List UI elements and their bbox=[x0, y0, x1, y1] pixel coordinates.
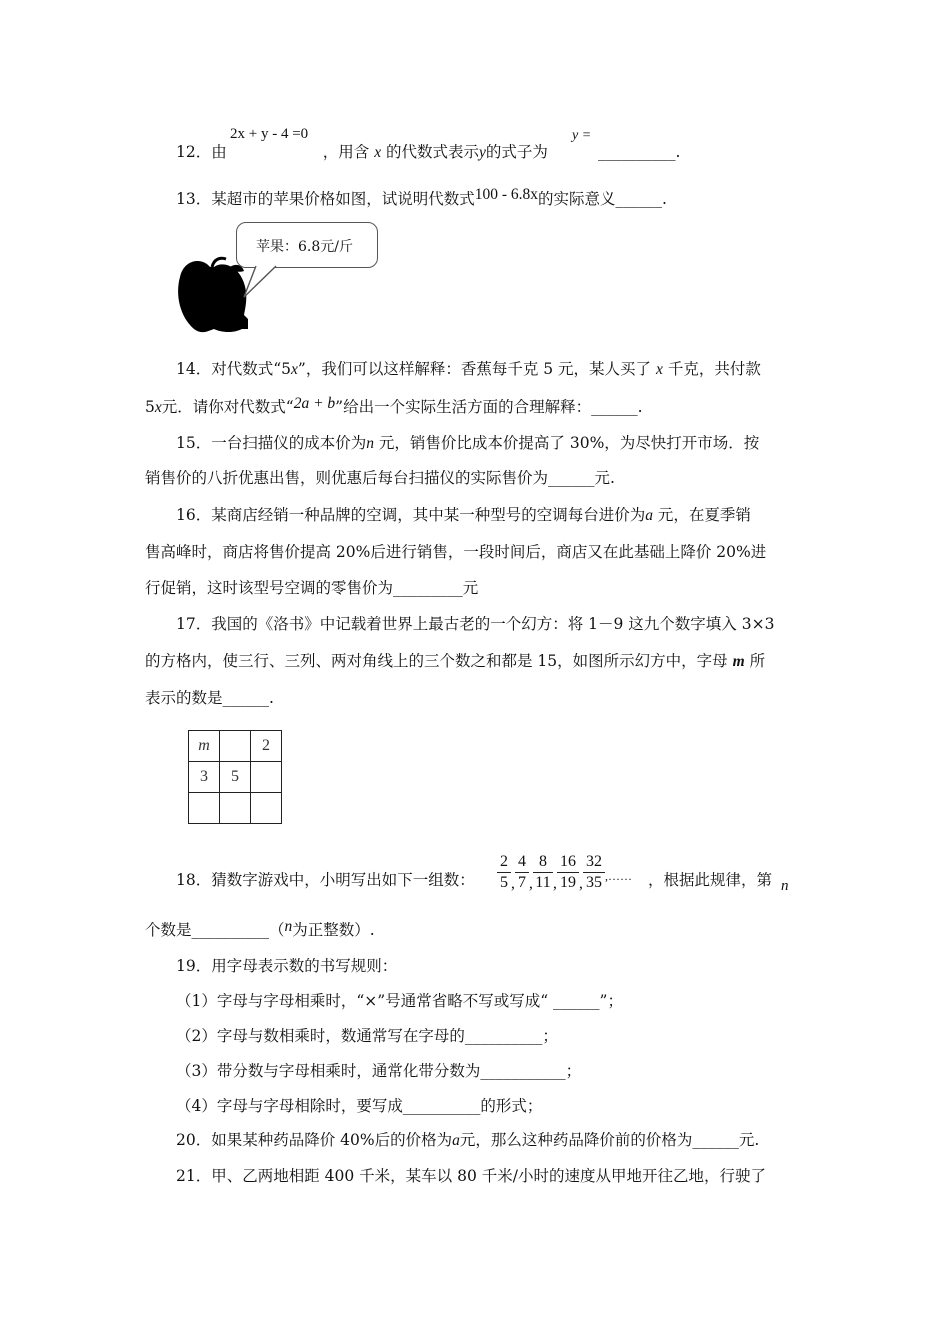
grid-cell bbox=[220, 793, 251, 824]
q19-rule-3: （3）带分数与字母相乘时，通常化带分数为___________； bbox=[176, 1062, 582, 1080]
q17-line2: 的方格内，使三行、三列、两对角线上的三个数之和都是 15，如图所示幻方中，字母 m 所 bbox=[145, 652, 766, 670]
q16-line2: 售高峰时，商店将售价提高 20%后进行销售，一段时间后，商店又在此基础上降价 20%进 bbox=[145, 543, 767, 561]
grid-cell: 3 bbox=[189, 762, 220, 793]
fraction-3: $\frac{8}{11}$ bbox=[533, 852, 553, 893]
q21-text: 21．甲、乙两地相距 400 千米，某车以 80 千米/小时的速度从甲地开往乙地，行驶了 bbox=[176, 1167, 766, 1185]
q13-text: 13．某超市的苹果价格如图，试说明代数式100 - 6.8x的实际意义______. bbox=[176, 186, 667, 208]
fraction-ellipsis: ,…… bbox=[605, 869, 632, 883]
q12-blank: __________. bbox=[598, 143, 681, 161]
bubble-label: 苹果：6.8元/斤 bbox=[256, 239, 353, 255]
q19-rule-1: （1）字母与字母相乘时，“×”号通常省略不写或写成“ ______”； bbox=[176, 992, 623, 1010]
q19-rule-4: （4）字母与字母相除时，要写成__________的形式； bbox=[176, 1097, 543, 1115]
grid-cell: 2 bbox=[251, 731, 282, 762]
grid-cell bbox=[251, 762, 282, 793]
grid-cell bbox=[251, 793, 282, 824]
q18-text-a: 18．猜数字游戏中，小明写出如下一组数： bbox=[176, 871, 475, 889]
grid-cell: 5 bbox=[220, 762, 251, 793]
q17-line3: 表示的数是______. bbox=[145, 689, 274, 707]
q19-title: 19．用字母表示数的书写规则： bbox=[176, 957, 398, 975]
q15-line1: 15．一台扫描仪的成本价为n 元，销售价比成本价提高了 30%，为尽快打开市场．按 bbox=[176, 434, 760, 452]
fraction-5: $\frac{32}{35}$ bbox=[583, 852, 605, 893]
q18-text-b: ，根据此规律，第 bbox=[648, 871, 773, 889]
q16-line1: 16．某商店经销一种品牌的空调，其中某一种型号的空调每台进价为a 元，在夏季销 bbox=[176, 506, 751, 524]
grid-cell bbox=[189, 793, 220, 824]
fraction-comma: , bbox=[579, 875, 583, 892]
q12-y-eq: y = bbox=[572, 128, 592, 143]
q19-rule-2: （2）字母与数相乘时，数通常写在字母的__________； bbox=[176, 1027, 558, 1045]
q16-line3: 行促销，这时该型号空调的零售价为_________元 bbox=[145, 579, 479, 597]
fraction-comma: , bbox=[511, 875, 515, 892]
q20-text: 20．如果某种药品降价 40%后的价格为a元，那么这种药品降价前的价格为______元. bbox=[176, 1131, 760, 1149]
fraction-4: $\frac{16}{19}$ bbox=[557, 852, 579, 893]
q18-line2: 个数是__________（n为正整数）. bbox=[145, 918, 375, 939]
q14-line1: 14．对代数式“5x”，我们可以这样解释：香蕉每千克 5 元，某人买了 x 千克，共付款 bbox=[176, 360, 761, 378]
magic-square-grid bbox=[188, 730, 282, 824]
q14-line2: 5x元．请你对代数式“2a + b”给出一个实际生活方面的合理解释：______. bbox=[145, 395, 643, 416]
fraction-comma: , bbox=[529, 875, 533, 892]
speech-bubble-tail-cover bbox=[236, 255, 286, 305]
q18-n: n bbox=[781, 878, 789, 894]
grid-cell: m bbox=[189, 731, 220, 762]
fraction-comma: , bbox=[553, 875, 557, 892]
fraction-1: $\frac{2}{5}$ bbox=[497, 852, 511, 893]
fraction-2: $\frac{4}{7}$ bbox=[515, 852, 529, 893]
grid-cell bbox=[220, 731, 251, 762]
q12-text: 12．由 ，用含 x 的代数式表示y的式子为 bbox=[176, 143, 548, 161]
q17-line1: 17．我国的《洛书》中记载着世界上最古老的一个幻方：将 1－9 这九个数字填入 3×3 bbox=[176, 615, 775, 633]
q15-line2: 销售价的八折优惠出售，则优惠后每台扫描仪的实际售价为______元. bbox=[145, 469, 615, 487]
q12-equation: 2x + y - 4 =0 bbox=[230, 126, 309, 142]
